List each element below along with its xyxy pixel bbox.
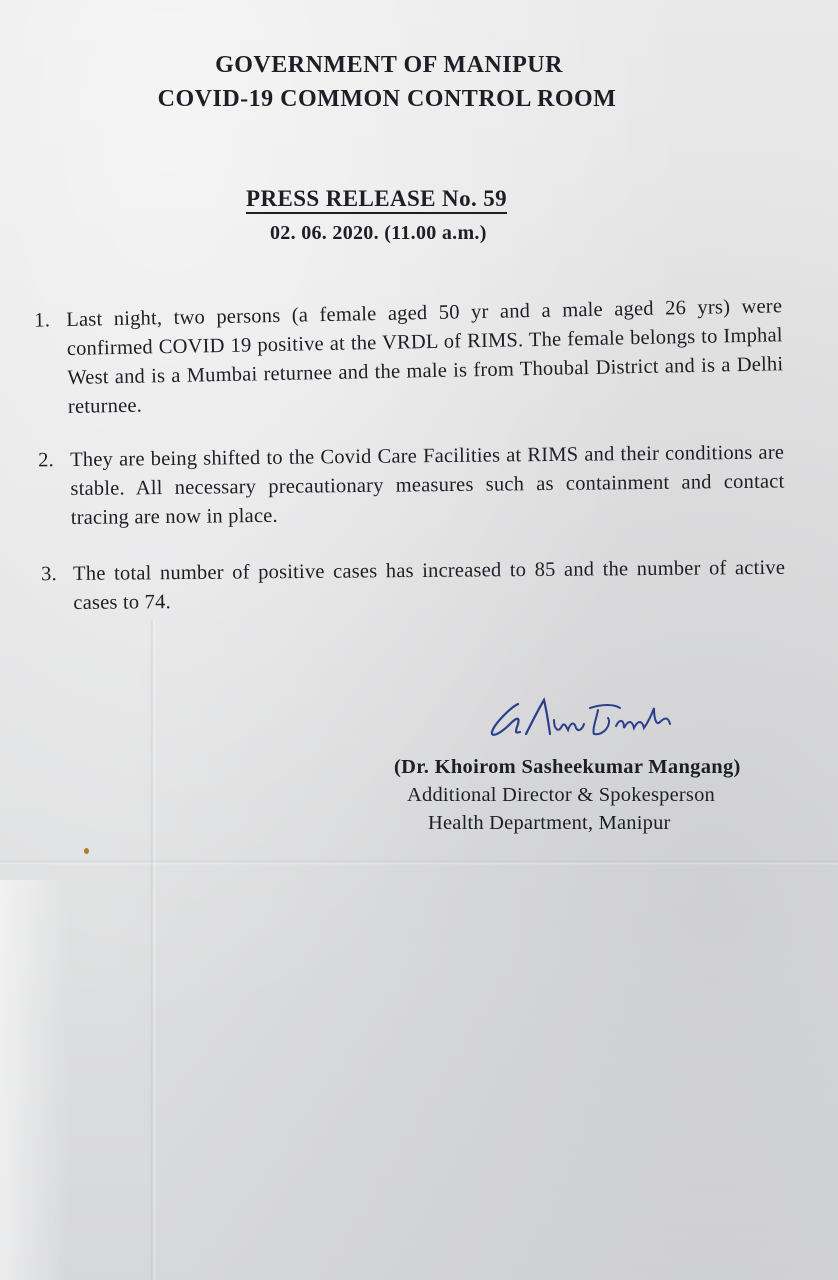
government-heading: GOVERNMENT OF MANIPUR <box>215 52 563 78</box>
paragraph-text: They are being shifted to the Covid Care Facilities at RIMS and their conditions are stable. All necessary precautionary measures such as containment and contact tracing are now in place. <box>70 441 785 529</box>
control-room-heading: COVID-19 COMMON CONTROL ROOM <box>157 86 617 112</box>
press-release-date: 02. 06. 2020. (11.00 a.m.) <box>270 222 487 244</box>
paragraph-2 <box>38 439 785 533</box>
paragraph-3 <box>41 554 786 618</box>
paragraph-number: 2. <box>38 449 55 472</box>
paper-stain <box>84 848 89 854</box>
paragraph-text: The total number of positive cases has increased to 85 and the number of active cases to 74. <box>73 556 786 614</box>
signatory-department: Health Department, Manipur <box>428 812 671 834</box>
paper-crease-vertical <box>150 620 156 1280</box>
paragraph-number: 3. <box>41 563 58 586</box>
paragraph-1 <box>34 292 784 422</box>
handwritten-signature <box>488 694 688 746</box>
signatory-name: (Dr. Khoirom Sasheekumar Mangang) <box>394 756 741 778</box>
paragraph-number: 1. <box>34 309 51 332</box>
paper-fold-shading <box>0 880 70 1280</box>
press-release-title: PRESS RELEASE No. 59 <box>246 186 507 214</box>
paragraph-text: Last night, two persons (a female aged 50 yr and a male aged 26 yrs) were confirmed COVID 19 positive at the VRDL of RIMS. The female belongs to Imphal West and is a Mumbai returnee and the male is from Thoubal District and is a Delhi returnee. <box>66 295 784 418</box>
paper-crease-horizontal <box>0 860 838 865</box>
signatory-designation: Additional Director & Spokesperson <box>407 784 715 806</box>
